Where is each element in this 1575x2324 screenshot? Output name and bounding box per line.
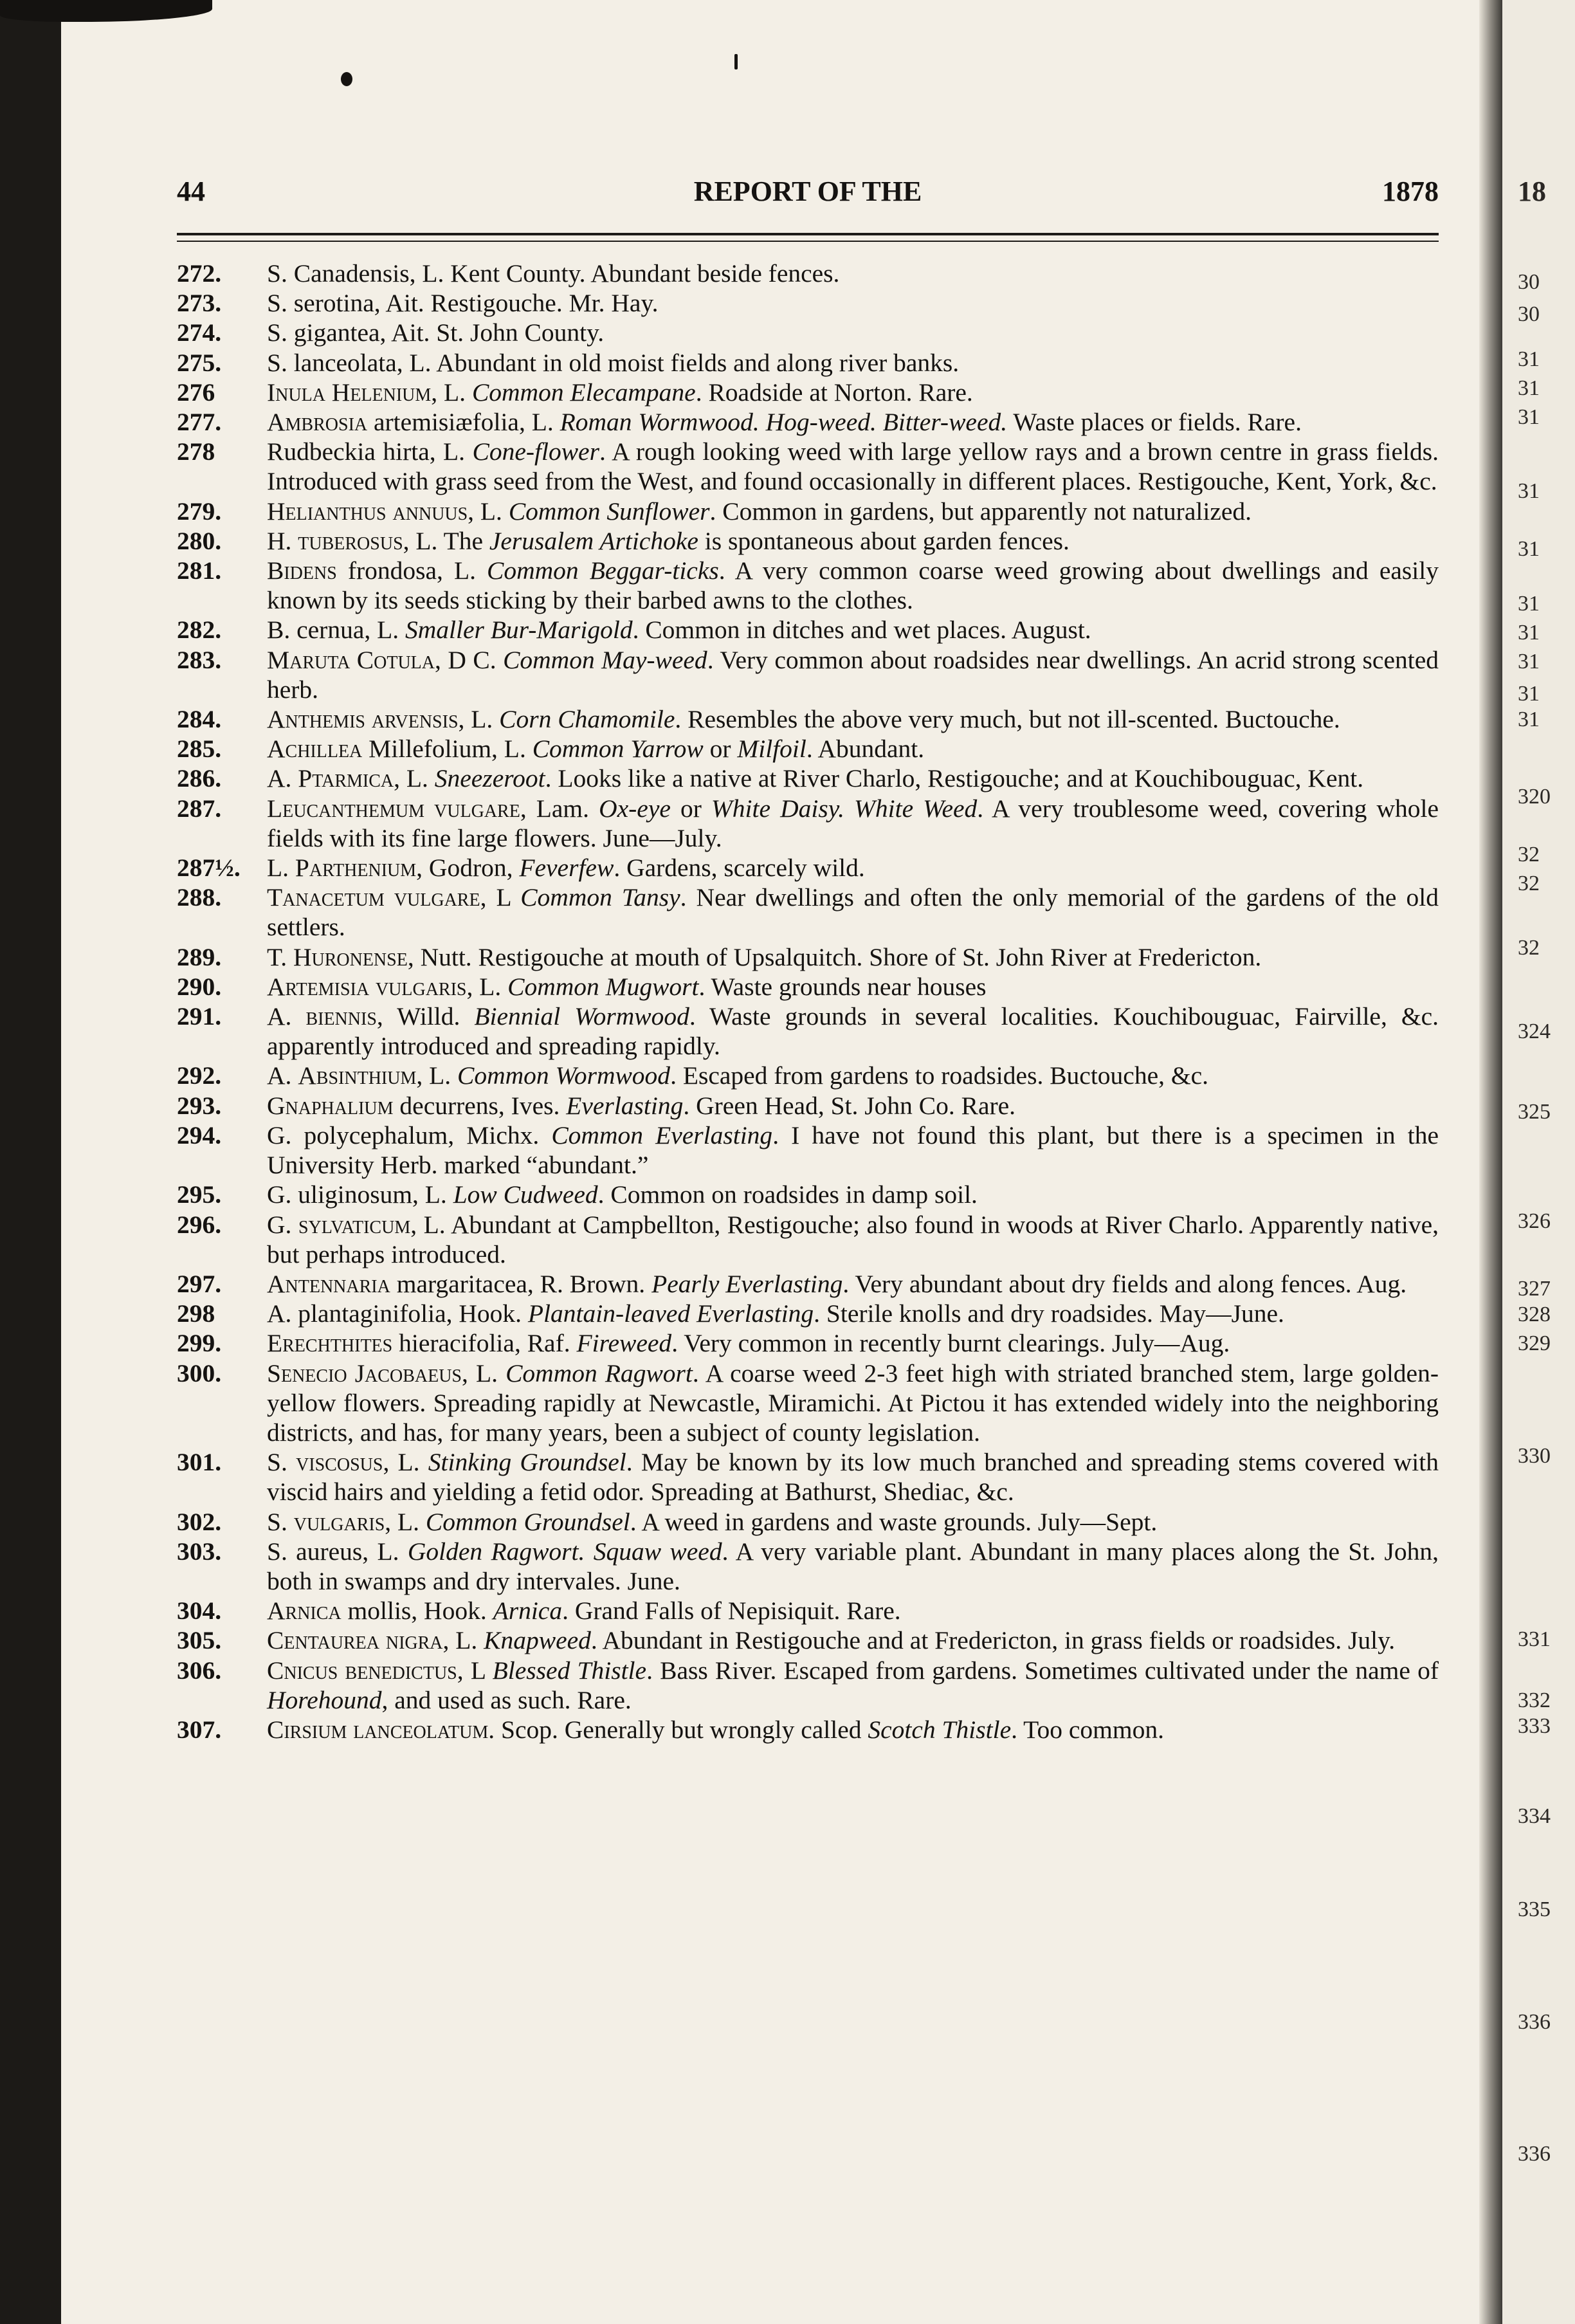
common-name: Low Cudweed	[453, 1180, 598, 1209]
entry-number: 304.	[177, 1597, 222, 1625]
entry-text-run: , L.	[431, 378, 472, 407]
entry-text-run: H.	[267, 526, 298, 555]
entry-text-run: S. serotina, Ait. Restigouche. Mr. Hay.	[267, 289, 659, 318]
species-entry	[177, 378, 1439, 407]
entry-text	[267, 1121, 1439, 1180]
common-name: Common Beggar-ticks	[487, 556, 719, 585]
entry-text-run: or	[670, 794, 711, 823]
entry-number: 298	[177, 1299, 215, 1328]
entry-text	[267, 378, 1439, 407]
entry-text	[267, 942, 1439, 972]
species-entry	[177, 407, 1439, 437]
entry-number: 277.	[177, 408, 222, 437]
botanical-name: Leucanthemum vulgare	[267, 794, 520, 823]
botanical-name: Centaurea nigra	[267, 1626, 443, 1655]
entry-text	[267, 794, 1439, 853]
facing-page-number: 327	[1518, 1277, 1551, 1301]
species-entry	[177, 883, 1439, 942]
entry-number: 286.	[177, 764, 222, 793]
facing-page-number: 330	[1518, 1444, 1551, 1468]
header-year: 1878	[1382, 176, 1439, 207]
facing-page-number: 31	[1518, 682, 1540, 706]
entry-number: 289.	[177, 942, 222, 971]
entry-text-run: is spontaneous about garden fences.	[698, 526, 1070, 555]
entry-text-run: , L.	[462, 1359, 506, 1387]
species-entry	[177, 794, 1439, 853]
species-entry	[177, 1328, 1439, 1358]
botanical-name: Huronense	[293, 942, 408, 971]
entry-text	[267, 348, 1439, 378]
common-name: Horehound	[267, 1685, 382, 1714]
entry-text-run: . Very common about roadsides near dwellings. An acrid strong scented herb.	[267, 645, 1439, 704]
entry-text-run: . I have not found this plant, but there is a specimen in the University Herb. marked “abundant.”	[267, 1121, 1439, 1180]
running-title: REPORT OF THE	[693, 176, 922, 207]
entry-number: 275.	[177, 348, 222, 377]
entry-text-run: G. uliginosum, L.	[267, 1180, 453, 1209]
entry-text-run: , L	[480, 883, 521, 912]
page-number: 44	[177, 176, 205, 207]
entry-text-run: , L.	[442, 1626, 484, 1655]
facing-page-number: 324	[1518, 1020, 1551, 1043]
common-name: Common Everlasting	[551, 1121, 773, 1149]
entry-text-run: . May be known by its low much branched and spreading stems covered with viscid hairs and yielding a fetid odor. Spreading at Bathurst, Shediac, &c.	[267, 1448, 1439, 1506]
facing-page-number: 332	[1518, 1688, 1551, 1712]
species-entry	[177, 942, 1439, 972]
entry-text	[267, 497, 1439, 526]
entry-text-run: , L.	[466, 972, 508, 1001]
common-name: Knapweed	[484, 1626, 591, 1655]
entry-text-run: or	[703, 735, 738, 764]
entry-text-run: A. plantaginifolia, Hook.	[267, 1299, 528, 1328]
species-entry	[177, 972, 1439, 1002]
facing-page-number: 336	[1518, 2142, 1551, 2166]
facing-page-number: 32	[1518, 843, 1540, 866]
common-name: Biennial Wormwood	[474, 1002, 689, 1031]
facing-page-number: 31	[1518, 347, 1540, 371]
common-name: Plantain-leaved Everlasting	[527, 1299, 814, 1328]
common-name: Milfoil	[737, 735, 806, 764]
entry-number: 295.	[177, 1180, 222, 1209]
entry-text	[267, 853, 1439, 883]
species-entry	[177, 704, 1439, 734]
species-entry	[177, 1002, 1439, 1061]
entry-text-run: . Waste grounds in several localities. Kouchibouguac, Fairville, &c. apparently introduced and spreading rapidly.	[267, 1002, 1439, 1061]
entry-number: 293.	[177, 1091, 222, 1120]
entry-text-run: . Looks like a native at River Charlo, Restigouche; and at Kouchibouguac, Kent.	[545, 764, 1364, 793]
entry-text-run: . Very common in recently burnt clearings. July—Aug.	[671, 1329, 1230, 1358]
entry-text-run: . Resembles the above very much, but not ill-scented. Buctouche.	[675, 705, 1340, 734]
botanical-name: tuberosus	[298, 526, 403, 555]
common-name: Common Tansy	[520, 883, 680, 912]
botanical-name: Erechthites	[267, 1329, 393, 1358]
common-name: Stinking Groundsel	[428, 1448, 626, 1477]
entry-number: 284.	[177, 705, 222, 734]
facing-page-number: 329	[1518, 1331, 1551, 1355]
species-entry	[177, 764, 1439, 793]
entry-text-run: , Lam.	[520, 794, 599, 823]
entry-text	[267, 407, 1439, 437]
entry-text	[267, 883, 1439, 942]
entry-text-run: mollis, Hook.	[341, 1597, 493, 1625]
entry-text-run: . A weed in gardens and waste grounds. July—Sept.	[630, 1507, 1158, 1536]
common-name: Common Mugwort	[507, 972, 699, 1001]
species-entry	[177, 1210, 1439, 1269]
common-name: Common Ragwort	[505, 1359, 693, 1387]
species-entry	[177, 1537, 1439, 1596]
botanical-name: Gnaphalium	[267, 1091, 394, 1120]
entry-text-run: . A rough looking weed with large yellow rays and a brown centre in grass fields. Introduced with grass seed from the West, and found occasionally in different places. Restigouche, Kent, York, &c.	[267, 437, 1439, 496]
entry-number: 307.	[177, 1715, 222, 1744]
entry-text	[267, 1596, 1439, 1625]
entry-text-run: Rudbeckia hirta, L.	[267, 437, 473, 466]
botanical-name: Tanacetum vulgare	[267, 883, 480, 912]
common-name: Cone-flower	[472, 437, 599, 466]
entry-text-run: L.	[267, 854, 295, 883]
facing-page-number: 31	[1518, 621, 1540, 645]
species-entry	[177, 526, 1439, 556]
common-name: Common Elecampane	[471, 378, 696, 407]
facing-page-number: 334	[1518, 1804, 1551, 1828]
entry-number: 290.	[177, 972, 222, 1001]
common-name: Common Wormwood	[457, 1061, 671, 1090]
common-name: Sneezeroot	[434, 764, 545, 793]
botanical-name: Achillea	[267, 735, 363, 764]
entry-text-run: . Common in gardens, but apparently not naturalized.	[709, 497, 1252, 526]
entry-number: 274.	[177, 318, 222, 347]
common-name: Roman Wormwood. Hog-weed. Bitter-weed.	[560, 408, 1008, 437]
entry-number: 287½.	[177, 854, 241, 883]
species-entry	[177, 1447, 1439, 1506]
entry-text	[267, 972, 1439, 1002]
entry-number: 272.	[177, 259, 222, 288]
species-entry	[177, 615, 1439, 645]
entry-text-run: , L.	[383, 1448, 428, 1477]
facing-page-number: 331	[1518, 1627, 1551, 1651]
entry-text-run: . A very common coarse weed growing about dwellings and easily known by its seeds sticking by their barbed awns to the clothes.	[267, 556, 1439, 615]
species-entry	[177, 734, 1439, 764]
entry-text-run: , D C.	[435, 645, 504, 674]
page-gutter-shadow	[1479, 0, 1502, 2324]
botanical-name: Ambrosia	[267, 408, 368, 437]
entry-text	[267, 318, 1439, 347]
common-name: Common Groundsel	[425, 1507, 630, 1536]
entry-text	[267, 1715, 1439, 1744]
entry-text-run: S.	[267, 1507, 294, 1536]
entry-text-run: , L.	[385, 1507, 426, 1536]
facing-page-number: 320	[1518, 785, 1551, 809]
facing-page-number: 32	[1518, 872, 1540, 895]
species-entry	[177, 645, 1439, 704]
entry-text-run: . Roadside at Norton. Rare.	[695, 378, 973, 407]
entry-text-run: . Abundant in Restigouche and at Fredericton, in grass fields or roadsides. July.	[590, 1626, 1396, 1655]
entry-text-run: frondosa, L.	[336, 556, 487, 585]
species-entry	[177, 437, 1439, 496]
entry-text-run: , L. Abundant at Campbellton, Restigouche; also found in woods at River Charlo. Apparently native, but perhaps introduced.	[267, 1210, 1439, 1268]
entry-number: 285.	[177, 735, 222, 764]
entry-text-run: S.	[267, 1448, 296, 1477]
facing-page-number: 31	[1518, 592, 1540, 616]
entry-text	[267, 1625, 1439, 1655]
species-list	[177, 259, 1439, 1744]
common-name: Jerusalem Artichoke	[489, 526, 698, 555]
common-name: Common Sunflower	[508, 497, 710, 526]
header-rule-thick	[177, 233, 1439, 235]
entry-text-run: artemisiæfolia, L.	[367, 408, 560, 437]
entry-text	[267, 288, 1439, 318]
species-entry	[177, 1121, 1439, 1180]
facing-page-number: 31	[1518, 537, 1540, 561]
facing-page-number: 30	[1518, 302, 1540, 326]
entry-number: 273.	[177, 289, 222, 318]
entry-text	[267, 615, 1439, 645]
species-entry	[177, 1299, 1439, 1328]
common-name: Arnica	[493, 1597, 563, 1625]
entry-text-run: . Common on roadsides in damp soil.	[597, 1180, 978, 1209]
entry-text-run: A.	[267, 1061, 298, 1090]
running-header	[177, 175, 1439, 207]
entry-text-run: , L.	[458, 705, 500, 734]
entry-text-run: . Too common.	[1011, 1715, 1164, 1744]
entry-text	[267, 1328, 1439, 1358]
common-name: Feverfew	[519, 854, 614, 883]
facing-page-number: 326	[1518, 1209, 1551, 1233]
entry-text	[267, 1269, 1439, 1299]
entry-number: 282.	[177, 616, 222, 645]
entry-text	[267, 1091, 1439, 1121]
common-name: Smaller Bur-Marigold	[405, 616, 633, 645]
entry-text-run: . Common in ditches and wet places. August.	[632, 616, 1091, 645]
facing-page-number: 328	[1518, 1303, 1551, 1326]
entry-number: 279.	[177, 497, 222, 526]
entry-text	[267, 734, 1439, 764]
entry-text-run: hieracifolia, Raf.	[392, 1329, 577, 1358]
entry-text-run: , L. The	[403, 526, 489, 555]
entry-text	[267, 645, 1439, 704]
entry-text	[267, 1299, 1439, 1328]
entry-text	[267, 1002, 1439, 1061]
facing-page-number: 31	[1518, 405, 1540, 429]
entry-text-run: , L.	[416, 1061, 458, 1090]
common-name: Everlasting	[566, 1091, 684, 1120]
species-entry	[177, 556, 1439, 615]
facing-page-number: 31	[1518, 650, 1540, 673]
entry-number: 281.	[177, 556, 222, 585]
entry-text-run: , L.	[468, 497, 509, 526]
facing-page-number: 31	[1518, 479, 1540, 503]
botanical-name: Antennaria	[267, 1269, 390, 1298]
species-entry	[177, 1656, 1439, 1715]
botanical-name: Artemisia vulgaris	[267, 972, 467, 1001]
facing-page-edge	[1502, 0, 1575, 2324]
botanical-name: Inula Helenium	[267, 378, 432, 407]
entry-text-run: margaritacea, R. Brown.	[390, 1269, 652, 1298]
entry-text-run: . Very abundant about dry fields and along fences. Aug.	[842, 1269, 1407, 1298]
botanical-name: Helianthus annuus	[267, 497, 468, 526]
species-entry	[177, 1061, 1439, 1090]
entry-text-run: . Near dwellings and often the only memorial of the gardens of the old settlers.	[267, 883, 1439, 942]
entry-number: 294.	[177, 1121, 222, 1149]
species-entry	[177, 1507, 1439, 1537]
entry-number: 303.	[177, 1537, 222, 1566]
botanical-name: vulgaris	[293, 1507, 385, 1536]
common-name: Ox-eye	[599, 794, 671, 823]
botanical-name: Anthemis arvensis	[267, 705, 459, 734]
entry-text	[267, 437, 1439, 496]
entry-text-run: . A very troublesome weed, covering whole fields with its fine large flowers. June—July.	[267, 794, 1439, 852]
ink-speck	[734, 54, 738, 69]
entry-text-run: A.	[267, 764, 298, 793]
entry-number: 300.	[177, 1359, 222, 1387]
entry-text-run: , and used as such. Rare.	[381, 1685, 632, 1714]
entry-number: 301.	[177, 1448, 222, 1477]
entry-number: 278	[177, 437, 215, 466]
facing-page-number: 335	[1518, 1898, 1551, 1921]
facing-page-number: 336	[1518, 2010, 1551, 2034]
species-entry	[177, 1359, 1439, 1448]
entry-number: 287.	[177, 794, 222, 823]
ink-speck	[341, 72, 352, 86]
facing-page-number: 325	[1518, 1100, 1551, 1124]
entry-text-run: . Bass River. Escaped from gardens. Sometimes cultivated under the name of	[646, 1656, 1439, 1685]
botanical-name: biennis	[305, 1002, 377, 1031]
species-entry	[177, 288, 1439, 318]
species-entry	[177, 853, 1439, 883]
entry-text	[267, 556, 1439, 615]
entry-text-run: , Willd.	[376, 1002, 475, 1031]
species-entry	[177, 1596, 1439, 1625]
entry-number: 306.	[177, 1656, 222, 1685]
entry-text-run: . Gardens, scarcely wild.	[614, 854, 865, 883]
entry-text	[267, 1507, 1439, 1537]
facing-page-number: 333	[1518, 1714, 1551, 1738]
entry-number: 302.	[177, 1507, 222, 1536]
entry-text	[267, 1447, 1439, 1506]
entry-number: 288.	[177, 883, 222, 912]
botanical-name: Absinthium	[298, 1061, 417, 1090]
facing-page-number: 18	[1518, 176, 1546, 207]
entry-text-run: G. polycephalum, Michx.	[267, 1121, 552, 1149]
species-entry	[177, 1180, 1439, 1209]
header-rule-thin	[177, 241, 1439, 242]
botanical-name: Arnica	[267, 1597, 341, 1625]
facing-page-number: 31	[1518, 376, 1540, 400]
entry-text-run: S. lanceolata, L. Abundant in old moist fields and along river banks.	[267, 348, 960, 377]
common-name: White Daisy. White Weed	[711, 794, 978, 823]
entry-number: 296.	[177, 1210, 222, 1239]
entry-text-run: . Green Head, St. John Co. Rare.	[683, 1091, 1016, 1120]
species-entry	[177, 497, 1439, 526]
entry-number: 292.	[177, 1061, 222, 1090]
entry-text-run: , Godron,	[416, 854, 520, 883]
common-name: Common Yarrow	[532, 735, 704, 764]
facing-page-number: 30	[1518, 270, 1540, 294]
common-name: Common May-weed	[503, 645, 707, 674]
species-entry	[177, 1091, 1439, 1121]
entry-text-run: S. aureus, L.	[267, 1537, 408, 1566]
entry-text-run: A.	[267, 1002, 306, 1031]
botanical-name: Cnicus benedictus	[267, 1656, 457, 1685]
entry-text	[267, 1180, 1439, 1209]
botanical-name: Senecio Jacobaeus	[267, 1359, 462, 1387]
common-name: Pearly Everlasting	[651, 1269, 843, 1298]
entry-text-run: decurrens, Ives.	[393, 1091, 567, 1120]
entry-text-run: Millefolium, L.	[362, 735, 533, 764]
entry-text	[267, 526, 1439, 556]
entry-text-run: T.	[267, 942, 293, 971]
entry-number: 276	[177, 378, 215, 407]
botanical-name: Parthenium	[295, 854, 417, 883]
common-name: Fireweed	[576, 1329, 672, 1358]
entry-text	[267, 1656, 1439, 1715]
entry-number: 280.	[177, 526, 222, 555]
entry-text	[267, 1061, 1439, 1090]
species-entry	[177, 318, 1439, 347]
facing-page-number: 31	[1518, 708, 1540, 731]
entry-text-run: . A very variable plant. Abundant in many places along the St. John, both in swamps and dry intervales. June.	[267, 1537, 1439, 1595]
common-name: Blessed Thistle	[492, 1656, 647, 1685]
facing-page-number: 32	[1518, 936, 1540, 960]
common-name: Golden Ragwort. Squaw weed	[407, 1537, 722, 1566]
entry-text	[267, 1537, 1439, 1596]
entry-text-run: . Grand Falls of Nepisiquit. Rare.	[562, 1597, 901, 1625]
common-name: Scotch Thistle	[868, 1715, 1012, 1744]
botanical-name: Maruta Cotula	[267, 645, 435, 674]
botanical-name: sylvaticum	[298, 1210, 411, 1239]
entry-text	[267, 1359, 1439, 1448]
entry-text-run: Waste places or fields. Rare.	[1007, 408, 1302, 437]
species-entry	[177, 1625, 1439, 1655]
species-entry	[177, 1715, 1439, 1744]
entry-text	[267, 1210, 1439, 1269]
common-name: Corn Chamomile	[499, 705, 675, 734]
botanical-name: Ptarmica	[298, 764, 394, 793]
botanical-name: viscosus	[296, 1448, 383, 1477]
entry-text	[267, 704, 1439, 734]
entry-number: 305.	[177, 1626, 222, 1655]
botanical-name: Cirsium lanceolatum	[267, 1715, 489, 1744]
species-entry	[177, 259, 1439, 288]
entry-text-run: . Sterile knolls and dry roadsides. May—June.	[814, 1299, 1284, 1328]
entry-text-run: G.	[267, 1210, 298, 1239]
entry-number: 297.	[177, 1269, 222, 1298]
entry-number: 283.	[177, 645, 222, 674]
entry-text-run: , Nutt. Restigouche at mouth of Upsalquitch. Shore of St. John River at Fredericton.	[407, 942, 1262, 971]
entry-text-run: B. cernua, L.	[267, 616, 405, 645]
entry-text	[267, 764, 1439, 793]
species-entry	[177, 348, 1439, 378]
entry-text-run: . Waste grounds near houses	[698, 972, 987, 1001]
entry-number: 291.	[177, 1002, 222, 1031]
entry-text-run: . Abundant.	[806, 735, 925, 764]
entry-text-run: , L.	[394, 764, 435, 793]
entry-text-run: S. gigantea, Ait. St. John County.	[267, 318, 605, 347]
entry-text-run: S. Canadensis, L. Kent County. Abundant beside fences.	[267, 259, 840, 288]
botanical-name: Bidens	[267, 556, 337, 585]
entry-text-run: . A coarse weed 2-3 feet high with striated branched stem, large golden-yellow flowers. Spreading rapidly at Newcastle, Miramichi. At Pictou it has extended widely into the neighboring districts, and has, for many years, been a subject of county legislation.	[267, 1359, 1439, 1447]
entry-text-run: . Escaped from gardens to roadsides. Buctouche, &c.	[670, 1061, 1208, 1090]
entry-text-run: . Scop. Generally but wrongly called	[488, 1715, 868, 1744]
species-entry	[177, 1269, 1439, 1299]
entry-text-run: , L	[457, 1656, 493, 1685]
entry-text	[267, 259, 1439, 288]
entry-number: 299.	[177, 1329, 222, 1358]
